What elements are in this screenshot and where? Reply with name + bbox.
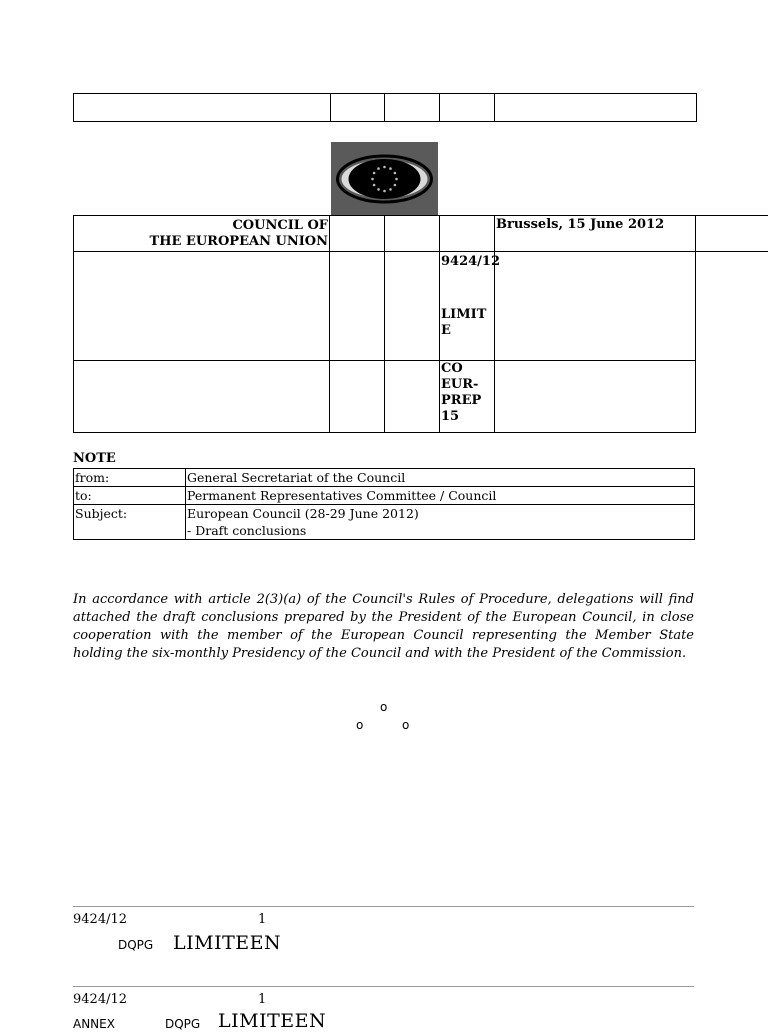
grid-line <box>494 215 495 433</box>
note-table <box>73 468 695 540</box>
footer-doc-number: 9424/12 <box>73 912 128 927</box>
grid-line <box>384 215 385 433</box>
footer-annex: ANNEX <box>73 1017 115 1031</box>
footer-rule <box>73 986 694 987</box>
footer-doc-number: 9424/12 <box>73 992 128 1007</box>
table-row <box>74 505 695 540</box>
footer-page-number: 1 <box>258 992 267 1007</box>
classification: LIMITE <box>441 307 487 338</box>
from-value: General Secretariat of the Council <box>186 469 695 487</box>
footer-limite: LIMITEEN <box>173 932 282 954</box>
council-name <box>76 218 328 250</box>
code-line: EUR- <box>441 377 479 392</box>
separator-mark: o <box>380 700 388 714</box>
grid-line <box>73 215 74 433</box>
council-line-2: THE EUROPEAN UNION <box>149 234 328 249</box>
to-label: to: <box>74 487 186 505</box>
code-line: PREP <box>441 393 482 408</box>
subject-line-1: European Council (28-29 June 2012) <box>187 506 419 521</box>
grid-line <box>439 215 440 433</box>
separator-mark: o <box>402 718 410 732</box>
footer-rule <box>73 906 694 907</box>
from-label: from: <box>74 469 186 487</box>
grid-line <box>73 251 768 252</box>
document-codes <box>441 361 481 425</box>
document-date: Brussels, 15 June 2012 <box>496 217 665 232</box>
council-line-1: COUNCIL OF <box>232 218 328 233</box>
intro-paragraph: In accordance with article 2(3)(a) of the Council's Rules of Procedure, delegations will find attached the draft conclusions prepared by the President of the European Council, in close cooperation with the member of the European Council representing the Member State holding the six-monthly Presidency of the Council and with the President of the Commission. <box>73 592 694 661</box>
grid-line <box>329 215 330 433</box>
document-number: 9424/12 <box>441 254 501 269</box>
subject-line-2: - Draft conclusions <box>187 523 307 538</box>
footer-department: DQPG <box>118 938 154 952</box>
footer-page-number: 1 <box>258 912 267 927</box>
grid-line <box>695 215 696 433</box>
eu-council-emblem-icon <box>331 142 438 215</box>
subject-label: Subject: <box>74 505 186 540</box>
council-logo <box>331 142 438 215</box>
to-value: Permanent Representatives Committee / Council <box>186 487 695 505</box>
top-empty-row <box>73 93 697 122</box>
code-line: CO <box>441 361 463 376</box>
separator-mark: o <box>356 718 364 732</box>
footer-department: DQPG <box>165 1017 201 1031</box>
note-title: NOTE <box>73 451 116 466</box>
grid-line <box>73 215 768 216</box>
footer-limite: LIMITEEN <box>218 1010 327 1032</box>
subject-value <box>186 505 695 540</box>
table-row <box>74 469 695 487</box>
table-row <box>74 487 695 505</box>
code-line: 15 <box>441 409 460 424</box>
